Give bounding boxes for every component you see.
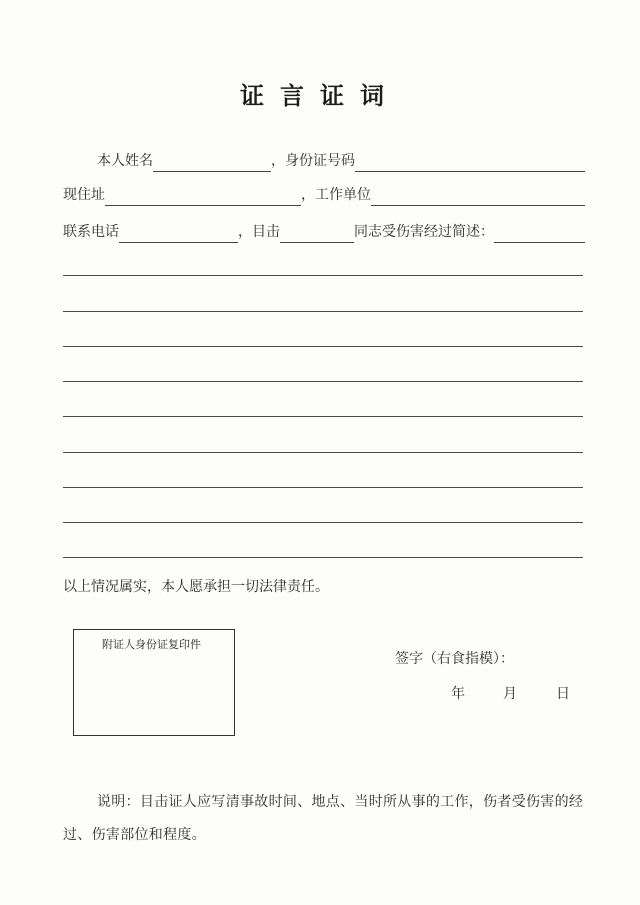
description-line[interactable] — [63, 487, 583, 488]
description-label: 同志受伤害经过简述： — [354, 224, 494, 240]
address-label: 现住址 — [63, 187, 105, 203]
description-line[interactable] — [63, 311, 583, 312]
description-line[interactable] — [63, 346, 583, 347]
row-name-id — [63, 150, 585, 172]
description-line[interactable] — [63, 381, 583, 382]
date-day-label: 日 — [556, 686, 570, 702]
name-field[interactable] — [153, 153, 271, 172]
workplace-field[interactable] — [371, 187, 585, 206]
truth-statement: 以上情况属实，本人愿承担一切法律责任。 — [63, 579, 329, 595]
witness-label: ，目击 — [238, 224, 280, 240]
description-start-field[interactable] — [494, 224, 585, 243]
description-line[interactable] — [63, 452, 583, 453]
id-copy-label: 附证人身份证复印件 — [102, 638, 201, 651]
signature-label: 签字（右食指模）： — [395, 651, 514, 667]
name-label: 本人姓名 — [97, 153, 153, 169]
date-month-label: 月 — [503, 686, 517, 702]
description-line[interactable] — [63, 416, 583, 417]
form-title: 证言证词 — [240, 82, 400, 110]
description-line[interactable] — [63, 275, 583, 276]
row-address-work — [63, 184, 585, 206]
id-number-field[interactable] — [355, 153, 585, 172]
id-number-label: ，身份证号码 — [271, 153, 355, 169]
workplace-label: ，工作单位 — [301, 187, 371, 203]
description-line[interactable] — [63, 522, 583, 523]
injured-name-field[interactable] — [280, 224, 354, 243]
instructions-note: 说明：目击证人应写清事故时间、地点、当时所从事的工作，伤者受伤害的经过、伤害部位和程度。 — [63, 794, 584, 843]
id-copy-box[interactable] — [73, 629, 235, 736]
description-line[interactable] — [63, 557, 583, 558]
date-year-label: 年 — [451, 686, 465, 702]
phone-label: 联系电话 — [63, 224, 119, 240]
phone-field[interactable] — [119, 224, 238, 243]
address-field[interactable] — [105, 187, 301, 206]
row-phone-witness — [63, 221, 585, 243]
